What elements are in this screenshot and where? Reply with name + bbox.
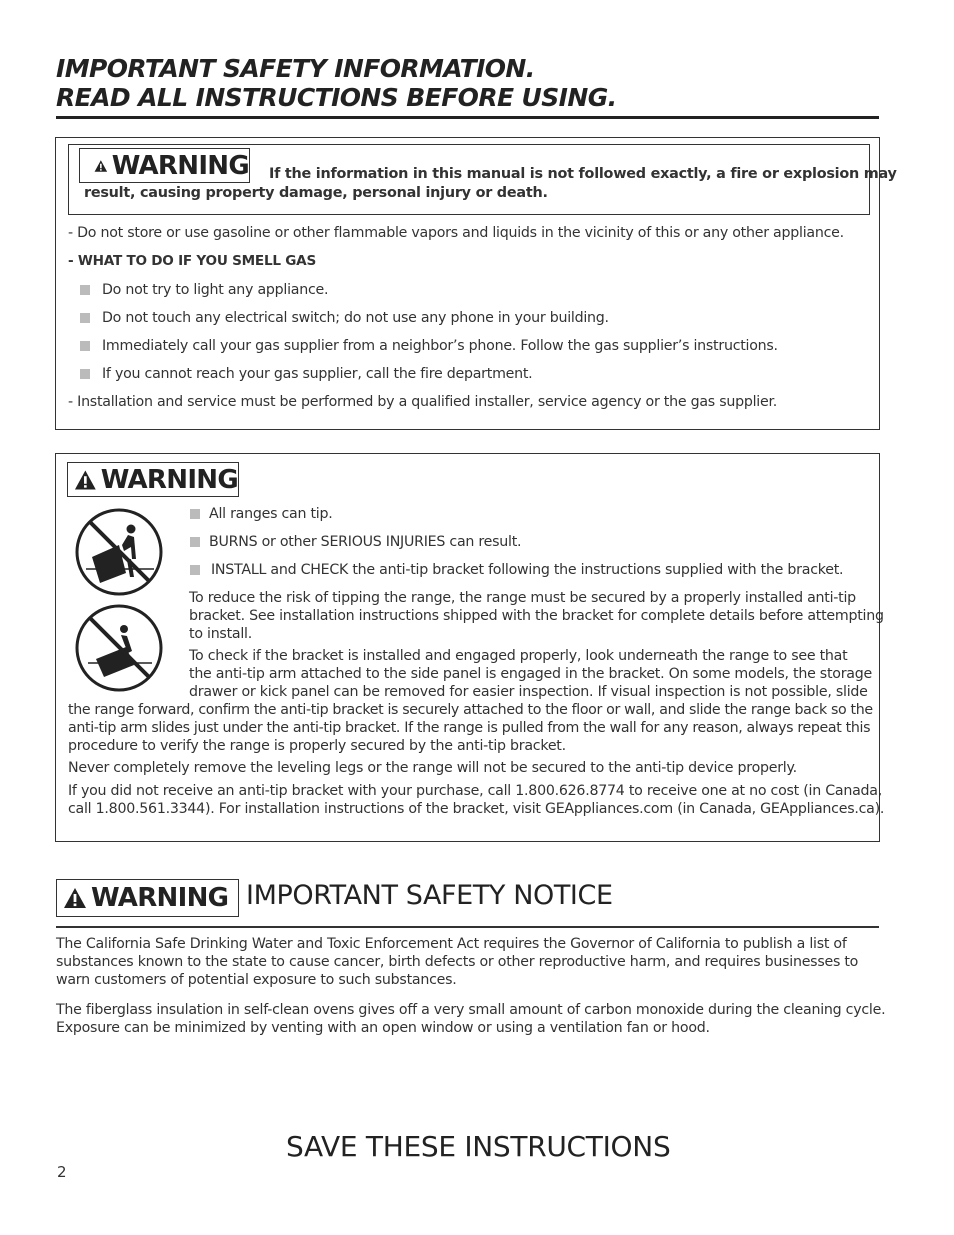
warning-label: WARNING (91, 883, 229, 913)
bullet-square-icon (80, 369, 90, 379)
smell-gas-heading: - WHAT TO DO IF YOU SMELL GAS (68, 253, 316, 269)
paragraph-line: the range forward, confirm the anti-tip bracket is securely attached to the floor or wall, and slide the range back so the (68, 702, 873, 718)
warning-badge (79, 148, 250, 183)
paragraph-line: the anti-tip arm attached to the side panel is engaged in the bracket. On some models, the storage (189, 666, 872, 682)
warning-triangle-icon (74, 469, 97, 491)
leveling-legs-text: Never completely remove the leveling legs or the range will not be secured to the anti-tip device properly. (68, 760, 797, 776)
safety-notice-title: IMPORTANT SAFETY NOTICE (246, 880, 613, 911)
installation-service-text: - Installation and service must be performed by a qualified installer, service agency or the gas supplier. (68, 394, 777, 410)
gas-bullet-text: Do not touch any electrical switch; do not use any phone in your building. (102, 310, 609, 326)
notice-rule (56, 926, 879, 928)
warning-triangle-icon (94, 155, 108, 177)
tip-bullet-item (190, 533, 521, 551)
tip-bullet-text: All ranges can tip. (209, 506, 333, 522)
warning-lead-line-1: If the information in this manual is not followed exactly, a fire or explosion may (269, 166, 897, 182)
tip-over-hazard-icon (74, 507, 164, 597)
gas-bullet-item (80, 309, 609, 327)
paragraph-line: procedure to verify the range is properly secured by the anti-tip bracket. (68, 738, 566, 754)
title-rule (56, 116, 879, 119)
title-line-1: IMPORTANT SAFETY INFORMATION. (56, 54, 535, 83)
paragraph-line: The fiberglass insulation in self-clean ovens gives off a very small amount of carbon monoxide during the cleaning cycle. (56, 1002, 886, 1018)
california-act-paragraph (56, 935, 858, 989)
page-title (56, 54, 617, 112)
page-number: 2 (57, 1163, 67, 1181)
bullet-square-icon (80, 285, 90, 295)
title-line-2: READ ALL INSTRUCTIONS BEFORE USING. (56, 83, 617, 112)
fiberglass-paragraph (56, 1001, 885, 1037)
paragraph-line: bracket. See installation instructions shipped with the bracket for complete details before attempting (189, 608, 884, 624)
paragraph-line: anti-tip arm slides just under the anti-tip bracket. If the range is pulled from the wall for any reason, always repeat this (68, 720, 871, 736)
reduce-risk-paragraph (189, 589, 884, 643)
paragraph-line: to install. (189, 626, 252, 642)
bullet-square-icon (80, 341, 90, 351)
paragraph-line: If you did not receive an anti-tip bracket with your purchase, call 1.800.626.8774 to receive one at no cost (in Canada, (68, 783, 882, 799)
gas-bullet-text: Do not try to light any appliance. (102, 282, 329, 298)
paragraph-line: call 1.800.561.3344). For installation instructions of the bracket, visit GEAppliances.com (in Canada, GEAppliances.ca). (68, 801, 885, 817)
gas-bullet-item (80, 365, 532, 383)
bullet-square-icon (190, 537, 200, 547)
check-bracket-paragraph (68, 647, 883, 755)
warning-label: WARNING (100, 464, 238, 495)
save-instructions-heading: SAVE THESE INSTRUCTIONS (286, 1130, 671, 1163)
warning-triangle-icon (63, 887, 87, 909)
tip-bullet-text: BURNS or other SERIOUS INJURIES can result. (209, 534, 522, 550)
paragraph-line: The California Safe Drinking Water and Toxic Enforcement Act requires the Governor of California to publish a list of (56, 936, 847, 952)
warning-badge (56, 879, 239, 917)
warning-label: WARNING (111, 150, 249, 181)
tip-bullet-item (190, 505, 333, 523)
tip-bullet-item (190, 561, 843, 579)
flammable-vapors-text: - Do not store or use gasoline or other flammable vapors and liquids in the vicinity of this or any other appliance. (68, 225, 844, 241)
bullet-square-icon (190, 509, 200, 519)
paragraph-line: warn customers of potential exposure to such substances. (56, 972, 457, 988)
paragraph-line: Exposure can be minimized by venting with an open window or using a ventilation fan or hood. (56, 1020, 710, 1036)
gas-bullet-item (80, 281, 328, 299)
warning-badge (67, 462, 239, 497)
bullet-square-icon (190, 565, 200, 575)
paragraph-line: To reduce the risk of tipping the range, the range must be secured by a properly installed anti-tip (189, 590, 856, 606)
gas-bullet-text: If you cannot reach your gas supplier, call the fire department. (102, 366, 533, 382)
gas-bullet-text: Immediately call your gas supplier from a neighbor’s phone. Follow the gas supplier’s instructions. (102, 338, 778, 354)
gas-bullet-item (80, 337, 778, 355)
warning-lead-line-2: result, causing property damage, personal injury or death. (84, 185, 548, 201)
tip-bullet-text: INSTALL and CHECK the anti-tip bracket following the instructions supplied with the bracket. (211, 562, 844, 578)
bracket-contact-paragraph (68, 782, 884, 818)
bullet-square-icon (80, 313, 90, 323)
paragraph-line: To check if the bracket is installed and engaged properly, look underneath the range to see that (189, 648, 848, 664)
paragraph-line: drawer or kick panel can be removed for easier inspection. If visual inspection is not possible, slide (189, 684, 868, 700)
paragraph-line: substances known to the state to cause cancer, birth defects or other reproductive harm, and requires businesses to (56, 954, 859, 970)
